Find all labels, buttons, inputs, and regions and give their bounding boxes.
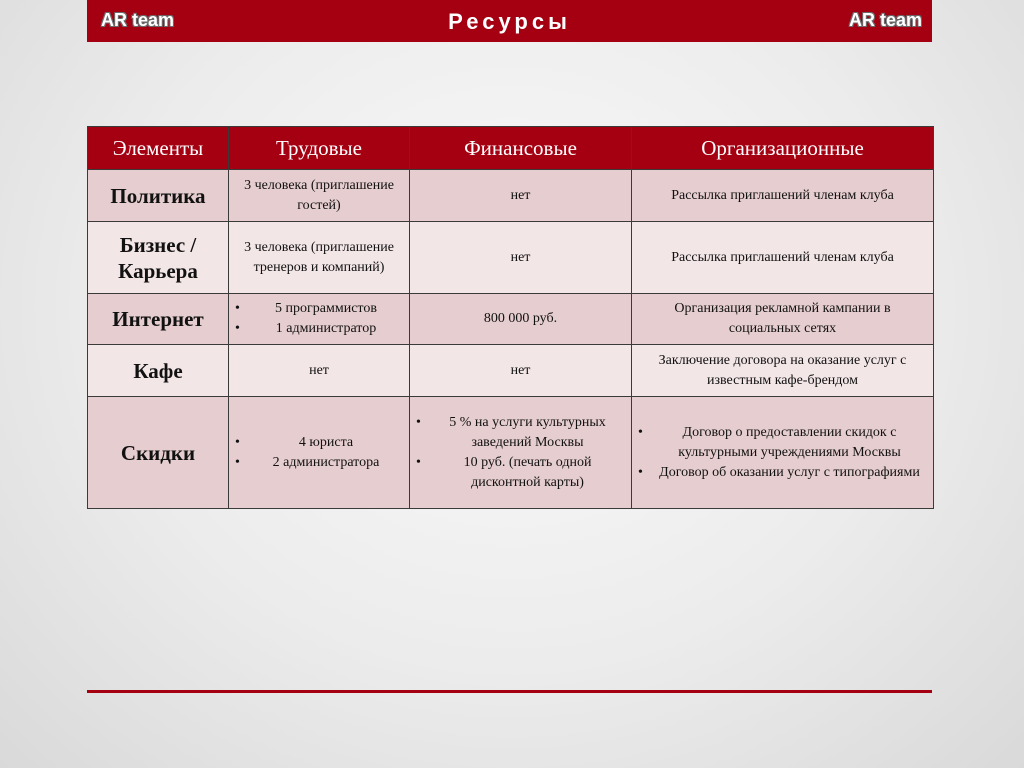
column-header-organizational: Организационные (632, 127, 934, 170)
list-item: • 5 % на услуги культурных заведений Москвы (416, 413, 625, 453)
resources-table (87, 126, 934, 509)
labor-list (235, 433, 403, 473)
financial-cell (410, 397, 632, 509)
row-element-cell: Политика (88, 170, 229, 222)
list-item: • 1 администратор (235, 319, 403, 339)
list-item: • 10 руб. (печать одной дисконтной карты) (416, 453, 625, 493)
labor-cell (229, 397, 410, 509)
organizational-cell: Рассылка приглашений членам клуба (632, 222, 934, 294)
slide-header (87, 0, 932, 42)
organizational-cell: Рассылка приглашений членам клуба (632, 170, 934, 222)
financial-list (416, 413, 625, 493)
organizational-cell: Заключение договора на оказание услуг с известным кафе-брендом (632, 345, 934, 397)
financial-cell: нет (410, 222, 632, 294)
footer-divider (87, 690, 932, 693)
financial-cell: 800 000 руб. (410, 294, 632, 345)
financial-cell: нет (410, 345, 632, 397)
organizational-list (638, 423, 927, 483)
list-item: • Договор об оказании услуг с типографиями (638, 463, 927, 483)
row-element-cell: Скидки (88, 397, 229, 509)
organizational-cell: Организация рекламной кампании в социальных сетях (632, 294, 934, 345)
column-header-labor: Трудовые (229, 127, 410, 170)
organizational-cell (632, 397, 934, 509)
table-row (88, 222, 934, 294)
labor-cell: 3 человека (приглашение гостей) (229, 170, 410, 222)
list-item: • 2 администратора (235, 453, 403, 473)
brand-logo-left: AR team (101, 10, 175, 30)
list-item: • 5 программистов (235, 299, 403, 319)
list-item: • Договор о предоставлении скидок с культурными учреждениями Москвы (638, 423, 927, 463)
table-header-row (88, 127, 934, 170)
column-header-elements: Элементы (88, 127, 229, 170)
slide-title: Ресурсы (448, 9, 571, 34)
table-row (88, 397, 934, 509)
row-element-cell: Кафе (88, 345, 229, 397)
labor-cell: 3 человека (приглашение тренеров и компаний) (229, 222, 410, 294)
table-row (88, 345, 934, 397)
brand-logo-right: AR team (848, 10, 922, 30)
row-element-cell: Бизнес / Карьера (88, 222, 229, 294)
row-element-cell: Интернет (88, 294, 229, 345)
labor-cell: нет (229, 345, 410, 397)
table-row (88, 170, 934, 222)
financial-cell: нет (410, 170, 632, 222)
list-item: • 4 юриста (235, 433, 403, 453)
labor-list (235, 299, 403, 339)
table-row (88, 294, 934, 345)
labor-cell (229, 294, 410, 345)
column-header-financial: Финансовые (410, 127, 632, 170)
